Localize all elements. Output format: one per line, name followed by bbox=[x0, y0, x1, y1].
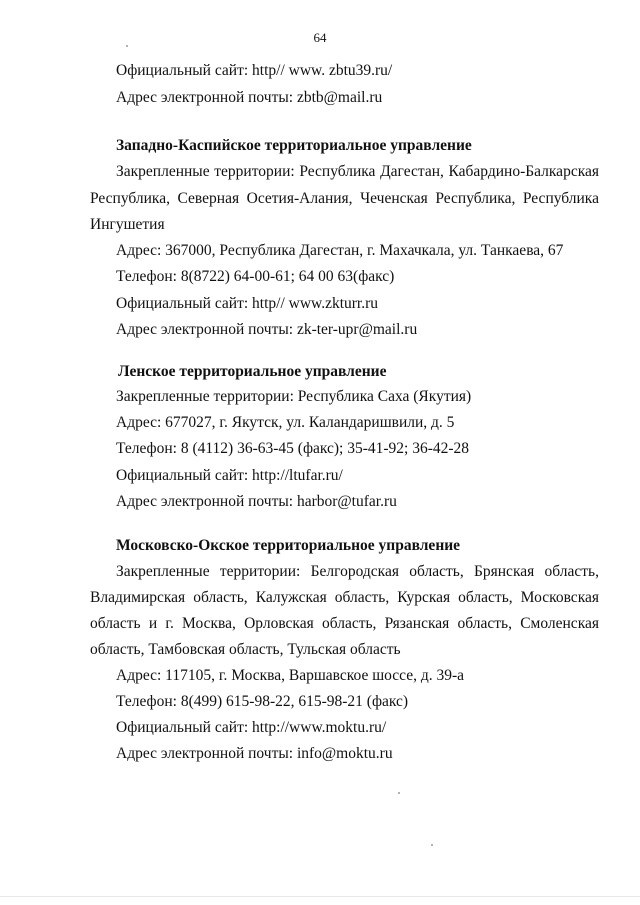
lena-email: Адрес электронной почты: harbor@tufar.ru bbox=[116, 493, 397, 510]
intro-email: Адрес электронной почты: zbtb@mail.ru bbox=[116, 89, 383, 106]
moscow-oka-phone: Телефон: 8(499) 615-98-22, 615-98-21 (факс) bbox=[116, 693, 409, 710]
section-title-lena: Ленское территориальное управление bbox=[118, 363, 387, 380]
moscow-oka-territories-line-1: Закрепленные территории: Белгородская область, Брянская область, bbox=[116, 563, 599, 580]
lena-territories: Закрепленные территории: Республика Саха (Якутия) bbox=[116, 388, 472, 405]
west-caspian-website: Официальный сайт: http// www.zkturr.ru bbox=[116, 295, 379, 312]
page-number: 64 bbox=[313, 30, 327, 45]
west-caspian-email: Адрес электронной почты: zk-ter-upr@mail.ru bbox=[116, 321, 418, 338]
scan-speck bbox=[126, 45, 128, 47]
lena-address: Адрес: 677027, г. Якутск, ул. Каландаришвили, д. 5 bbox=[116, 414, 455, 431]
page-bottom-edge bbox=[0, 896, 640, 897]
intro-website: Официальный сайт: http// www. zbtu39.ru/ bbox=[116, 62, 393, 79]
moscow-oka-website: Официальный сайт: http://www.moktu.ru/ bbox=[116, 719, 387, 736]
moscow-oka-email: Адрес электронной почты: info@moktu.ru bbox=[116, 745, 393, 762]
west-caspian-territories-line-2: Республика, Северная Осетия-Алания, Чеченская Республика, Республика bbox=[90, 190, 599, 207]
west-caspian-address: Адрес: 367000, Республика Дагестан, г. Махачкала, ул. Танкаева, 67 bbox=[116, 242, 564, 259]
moscow-oka-territories-line-3: область и г. Москва, Орловская область, Рязанская область, Смоленская bbox=[90, 615, 599, 632]
scan-speck bbox=[431, 844, 433, 846]
lena-website: Официальный сайт: http://ltufar.ru/ bbox=[116, 467, 343, 484]
lena-phone: Телефон: 8 (4112) 36-63-45 (факс); 35-41-92; 36-42-28 bbox=[116, 440, 470, 457]
section-title-west-caspian: Западно-Каспийское территориальное управление bbox=[116, 137, 472, 154]
west-caspian-phone: Телефон: 8(8722) 64-00-61; 64 00 63(факс) bbox=[116, 268, 395, 285]
section-title-moscow-oka: Московско-Окское территориальное управление bbox=[116, 537, 461, 554]
moscow-oka-territories-line-4: область, Тамбовская область, Тульская область bbox=[90, 641, 401, 658]
west-caspian-territories-line-1: Закрепленные территории: Республика Дагестан, Кабардино-Балкарская bbox=[116, 163, 599, 180]
moscow-oka-address: Адрес: 117105, г. Москва, Варшавское шоссе, д. 39-а bbox=[116, 667, 465, 684]
moscow-oka-territories-line-2: Владимирская область, Калужская область, Курская область, Московская bbox=[90, 589, 599, 606]
scan-speck bbox=[398, 792, 400, 794]
west-caspian-territories-line-3: Ингушетия bbox=[90, 216, 165, 233]
